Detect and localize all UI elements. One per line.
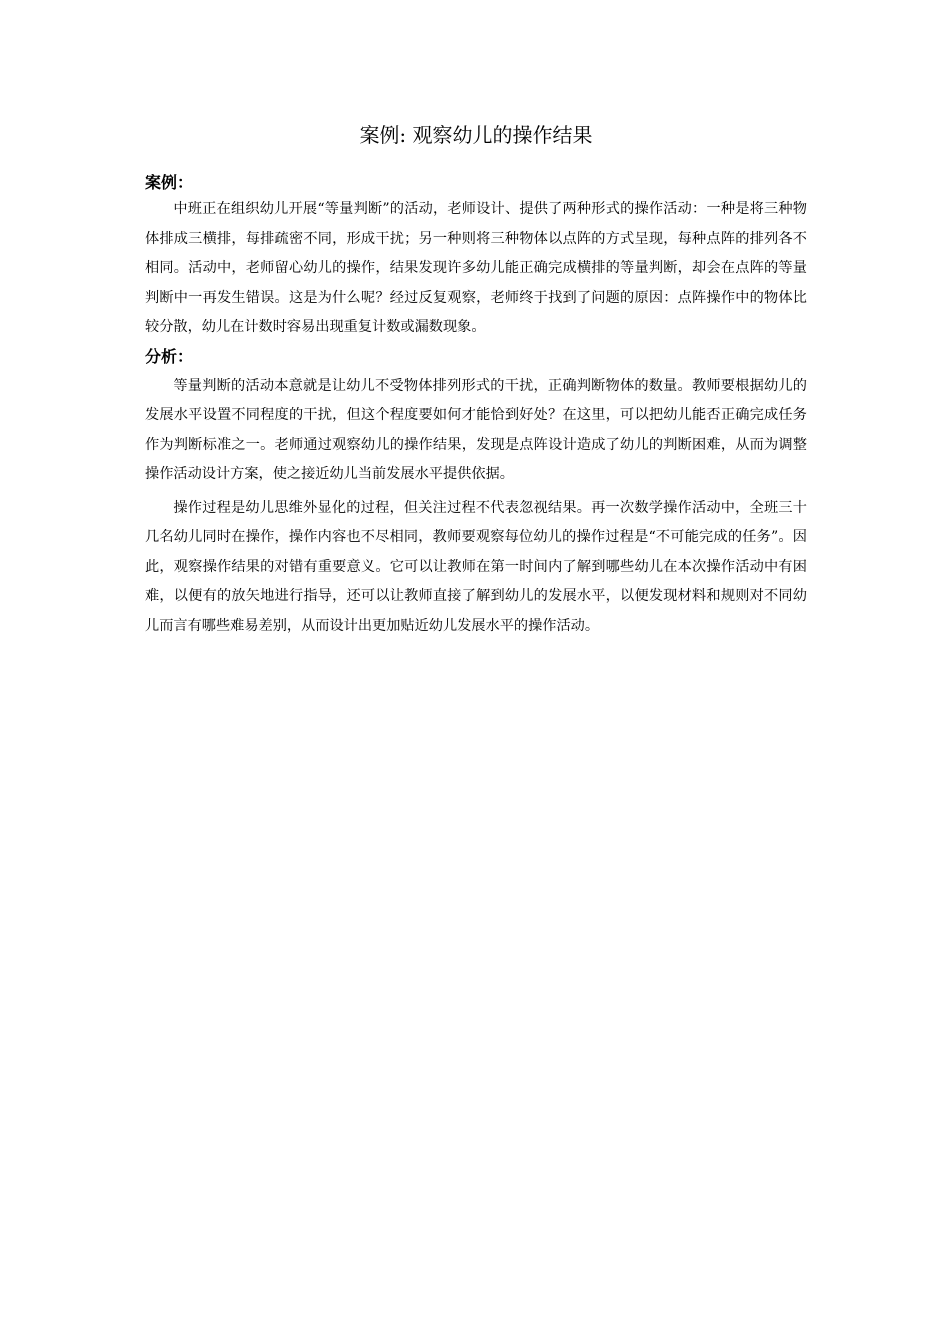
analysis-paragraph-2: 操作过程是幼儿思维外显化的过程，但关注过程不代表忽视结果。再一次数学操作活动中，全班三十几名幼儿同时在操作，操作内容也不尽相同，教师要观察每位幼儿的操作过程是“不可能完成的任务”。因此，观察操作结果的对错有重要意义。它可以让教师在第一时间内了解到哪些幼儿在本次操作活动中有困难，以便有的放矢地进行指导，还可以让教师直接了解到幼儿的发展水平，以便发现材料和规则对不同幼儿而言有哪些难易差别，从而设计出更加贴近幼儿发展水平的操作活动。 [145,499,807,634]
case-heading: 案例： [145,173,194,192]
document-page [145,118,807,641]
case-paragraph: 中班正在组织幼儿开展“等量判断”的活动，老师设计、提供了两种形式的操作活动：一种是将三种物体排成三横排，每排疏密不同，形成干扰；另一种则将三种物体以点阵的方式呈现，每种点阵的排列各不相同。活动中，老师留心幼儿的操作，结果发现许多幼儿能正确完成横排的等量判断，却会在点阵的等量判断中一再发生错误。这是为什么呢？经过反复观察，老师终于找到了问题的原因：点阵操作中的物体比较分散，幼儿在计数时容易出现重复计数或漏数现象。 [145,201,807,335]
document-title: 案例: 观察幼儿的操作结果 [359,123,593,147]
analysis-paragraph-1: 等量判断的活动本意就是让幼儿不受物体排列形式的干扰，正确判断物体的数量。教师要根据幼儿的发展水平设置不同程度的干扰，但这个程度要如何才能恰到好处？在这里，可以把幼儿能否正确完成任务作为判断标准之一。老师通过观察幼儿的操作结果，发现是点阵设计造成了幼儿的判断困难，从而为调整操作活动设计方案，使之接近幼儿当前发展水平提供依据。 [145,377,807,482]
analysis-heading: 分析： [145,346,194,366]
